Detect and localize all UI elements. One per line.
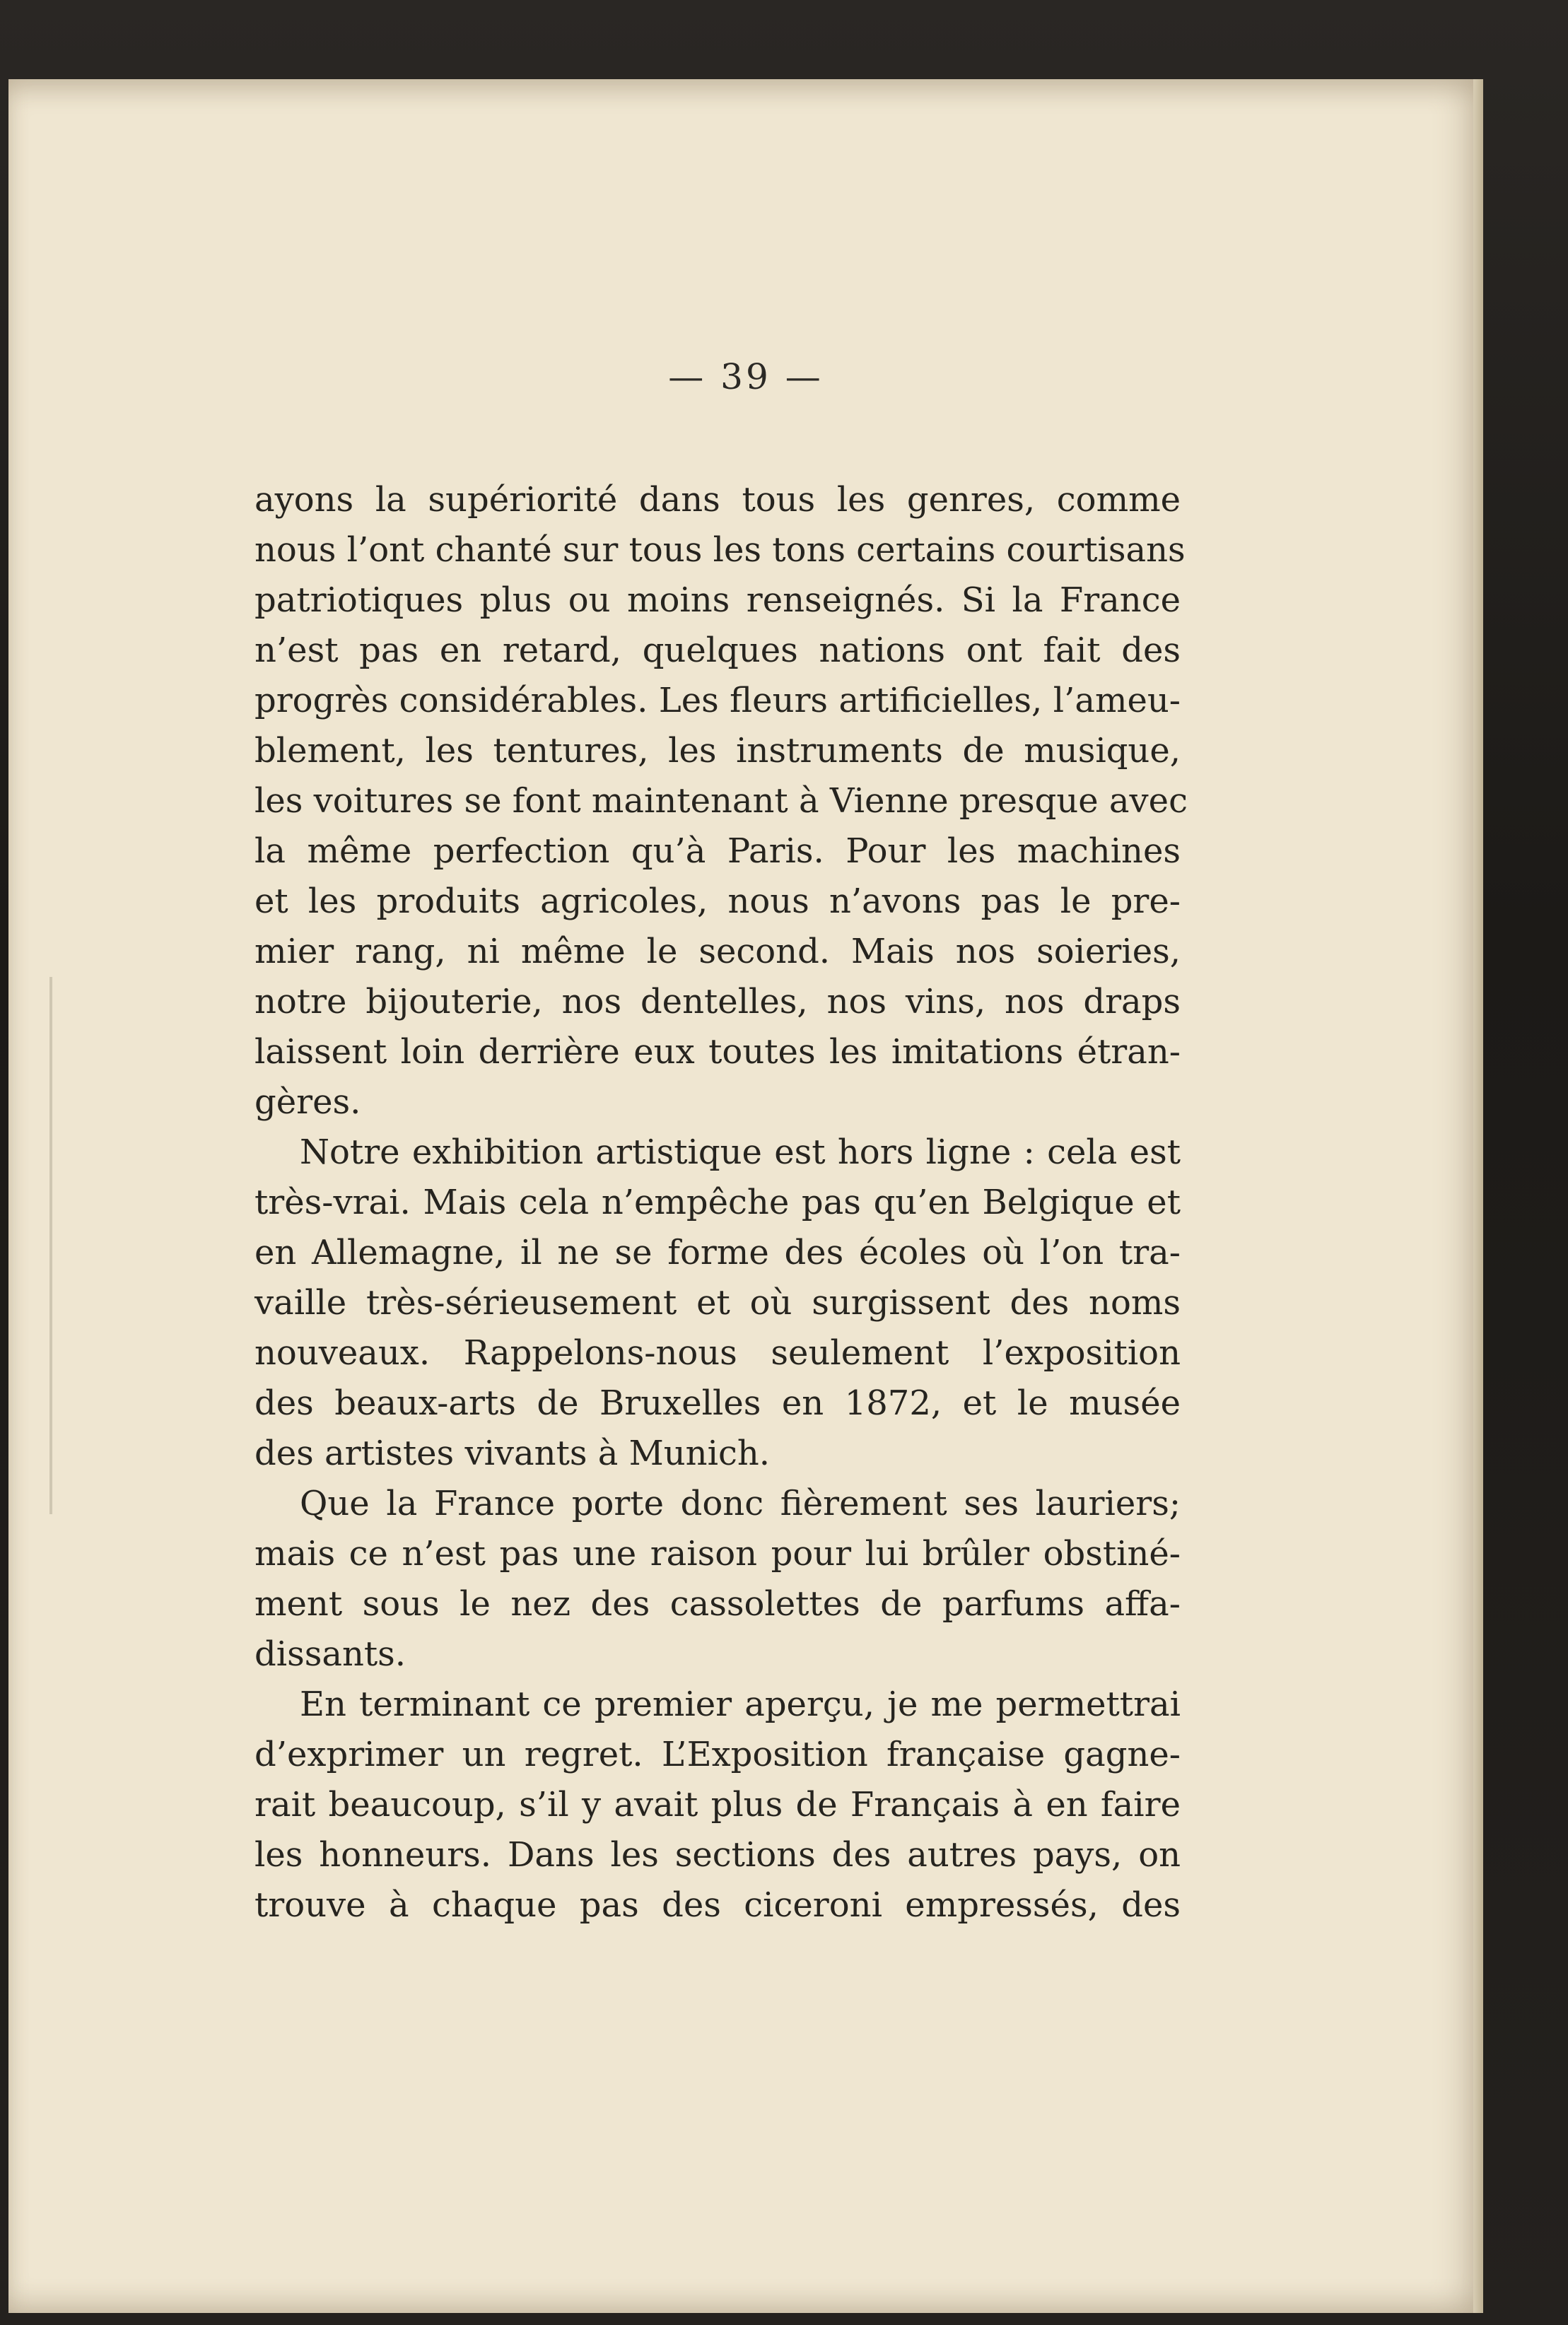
text-line: notre bijouterie, nos dentelles, nos vins, nos draps: [254, 982, 1181, 1021]
text-line: les voitures se font maintenant à Vienne presque avec: [254, 781, 1188, 821]
text-line: ment sous le nez des cassolettes de parfums affa-: [254, 1584, 1181, 1624]
text-line: vaille très-sérieusement et où surgissent des noms: [254, 1283, 1181, 1323]
text-line: et les produits agricoles, nous n’avons pas le pre-: [254, 882, 1181, 921]
gutter-mark: [49, 977, 52, 1514]
text-line: n’est pas en retard, quelques nations ont fait des: [254, 631, 1181, 670]
page-number: — 39 —: [668, 356, 824, 397]
text-line: trouve à chaque pas des ciceroni empressés, des: [254, 1885, 1181, 1925]
text-line: ayons la supériorité dans tous les genres, comme: [254, 480, 1181, 520]
text-line: les honneurs. Dans les sections des autres pays, on: [254, 1835, 1181, 1875]
text-line: en Allemagne, il ne se forme des écoles où l’on tra-: [254, 1233, 1181, 1272]
book-page: [8, 79, 1483, 2313]
text-line: d’exprimer un regret. L’Exposition française gagne-: [254, 1735, 1181, 1774]
text-line: gères.: [254, 1082, 361, 1122]
text-line: rait beaucoup, s’il y avait plus de Français à en faire: [254, 1785, 1181, 1825]
text-line: nous l’ont chanté sur tous les tons certains courtisans: [254, 530, 1186, 570]
text-line: des artistes vivants à Munich.: [254, 1434, 770, 1473]
text-line: très-vrai. Mais cela n’empêche pas qu’en Belgique et: [254, 1183, 1181, 1222]
text-line: nouveaux. Rappelons-nous seulement l’exposition: [254, 1333, 1181, 1373]
text-line: En terminant ce premier aperçu, je me permettrai: [300, 1685, 1181, 1724]
page-edge: [1473, 79, 1483, 2313]
text-line: progrès considérables. Les fleurs artificielles, l’ameu-: [254, 681, 1181, 720]
text-line: des beaux-arts de Bruxelles en 1872, et le musée: [254, 1383, 1181, 1423]
text-line: Que la France porte donc fièrement ses lauriers;: [300, 1484, 1181, 1523]
text-line: la même perfection qu’à Paris. Pour les machines: [254, 831, 1181, 871]
text-line: patriotiques plus ou moins renseignés. Si la France: [254, 580, 1181, 620]
text-line: mais ce n’est pas une raison pour lui brûler obstiné-: [254, 1534, 1181, 1574]
text-line: laissent loin derrière eux toutes les imitations étran-: [254, 1032, 1181, 1072]
text-line: mier rang, ni même le second. Mais nos soieries,: [254, 932, 1181, 971]
body-text: [254, 475, 1188, 1931]
text-line: Notre exhibition artistique est hors ligne : cela est: [300, 1132, 1181, 1172]
text-line: blement, les tentures, les instruments de musique,: [254, 731, 1181, 771]
text-line: dissants.: [254, 1634, 406, 1674]
